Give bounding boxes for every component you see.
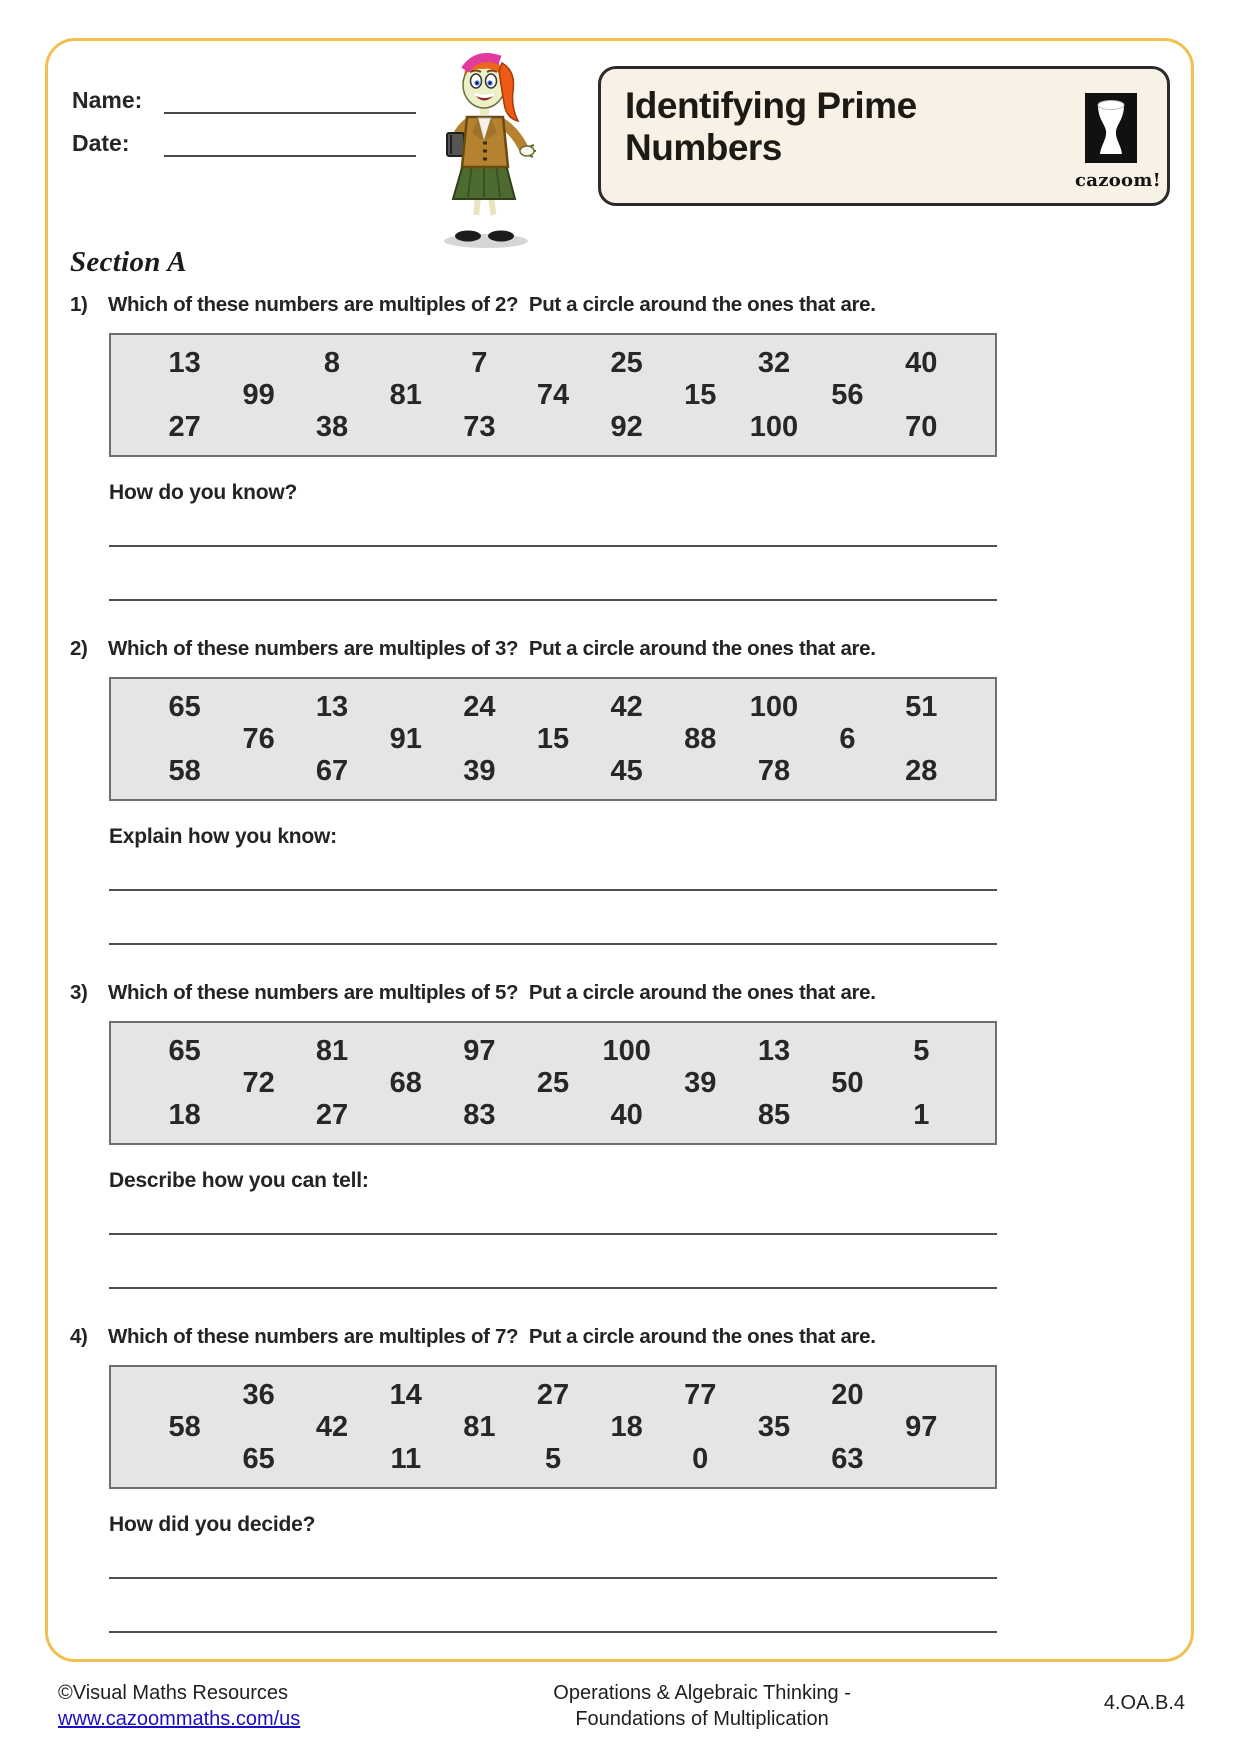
cazoom-logo-text: cazoom! — [1075, 170, 1161, 191]
number-cell[interactable]: 50 — [831, 1066, 864, 1099]
number-cell[interactable]: 58 — [168, 754, 201, 787]
student-girl-svg — [420, 45, 550, 253]
title-line-1: Identifying Prime — [625, 85, 917, 126]
number-cell[interactable]: 39 — [684, 1066, 717, 1099]
question-number: 2) — [70, 637, 88, 660]
title-box — [598, 66, 1170, 206]
page-footer — [0, 1680, 1241, 1732]
number-cell[interactable]: 51 — [905, 690, 938, 723]
worksheet-content — [70, 246, 1020, 1633]
name-field-row — [72, 87, 416, 114]
questions-container — [70, 293, 1020, 1633]
number-cell[interactable]: 8 — [323, 346, 341, 379]
number-row — [111, 1380, 995, 1410]
number-box — [109, 333, 997, 457]
title-line-2: Numbers — [625, 126, 782, 168]
number-cell[interactable]: 39 — [463, 754, 496, 787]
number-cell[interactable]: 77 — [684, 1378, 717, 1411]
number-box — [109, 1365, 997, 1489]
number-cell[interactable]: 24 — [463, 690, 496, 723]
question-block — [70, 981, 1020, 1289]
name-input-line[interactable] — [164, 88, 416, 114]
number-cell[interactable]: 14 — [389, 1378, 422, 1411]
question-line — [70, 1325, 1020, 1349]
number-cell[interactable]: 15 — [684, 378, 717, 411]
number-cell[interactable]: 1 — [913, 1098, 930, 1131]
number-cell[interactable]: 81 — [389, 378, 422, 411]
topic-line-2: Foundations of Multiplication — [575, 1708, 829, 1730]
number-cell[interactable]: 73 — [463, 410, 496, 443]
number-row — [111, 1100, 995, 1130]
number-cell[interactable]: 7 — [471, 346, 488, 379]
number-cell[interactable]: 27 — [168, 410, 201, 443]
number-cell[interactable]: 65 — [242, 1442, 275, 1475]
number-cell[interactable]: 74 — [536, 378, 570, 411]
number-cell[interactable]: 76 — [242, 722, 275, 755]
date-label: Date: — [72, 130, 130, 156]
name-date-block — [72, 87, 416, 173]
hourglass-icon — [1085, 93, 1137, 163]
number-cell[interactable]: 25 — [536, 1066, 570, 1099]
worksheet-title — [625, 85, 917, 193]
number-cell[interactable]: 78 — [757, 754, 791, 787]
question-block — [70, 1325, 1020, 1633]
answer-line[interactable] — [109, 599, 997, 601]
question-text: Which of these numbers are multiples of 7? Put a circle around the ones that are. — [108, 1325, 876, 1348]
page-border-frame — [45, 38, 1194, 1662]
number-box — [109, 1021, 997, 1145]
number-row — [111, 1036, 995, 1066]
number-row — [111, 348, 995, 378]
number-row — [111, 756, 995, 786]
number-cell[interactable]: 0 — [692, 1442, 709, 1475]
number-cell[interactable]: 42 — [610, 690, 643, 723]
number-cell[interactable]: 91 — [389, 722, 422, 755]
copyright-text: ©Visual Maths Resources — [58, 1682, 289, 1704]
answer-line[interactable] — [109, 1631, 997, 1633]
number-cell[interactable]: 18 — [610, 1410, 643, 1443]
question-text: Which of these numbers are multiples of 2? Put a circle around the ones that are. — [108, 293, 876, 316]
number-cell[interactable]: 72 — [242, 1066, 275, 1099]
footer-topic — [553, 1680, 851, 1732]
answer-line[interactable] — [109, 1233, 997, 1235]
number-cell[interactable]: 92 — [610, 410, 643, 443]
number-cell[interactable]: 27 — [536, 1378, 570, 1411]
number-cell[interactable]: 11 — [390, 1442, 422, 1475]
answer-line[interactable] — [109, 943, 997, 945]
number-cell[interactable]: 32 — [757, 346, 791, 379]
number-cell[interactable]: 83 — [463, 1098, 496, 1131]
number-cell[interactable]: 67 — [315, 754, 349, 787]
number-cell[interactable]: 45 — [610, 754, 643, 787]
number-cell[interactable]: 58 — [168, 1410, 201, 1443]
question-line — [70, 293, 1020, 317]
cazoom-logo — [1075, 85, 1161, 193]
number-cell[interactable]: 65 — [168, 690, 201, 723]
number-cell[interactable]: 97 — [463, 1034, 496, 1067]
question-prompt: How did you decide? — [109, 1513, 316, 1536]
name-label: Name: — [72, 87, 143, 113]
number-box — [109, 677, 997, 801]
question-prompt: Describe how you can tell: — [109, 1169, 369, 1192]
number-cell[interactable]: 81 — [315, 1034, 349, 1067]
number-cell[interactable]: 68 — [389, 1066, 422, 1099]
number-cell[interactable]: 5 — [913, 1034, 930, 1067]
number-row — [111, 412, 995, 442]
number-cell[interactable]: 56 — [831, 378, 864, 411]
number-row — [111, 1444, 995, 1474]
number-cell[interactable]: 38 — [315, 410, 349, 443]
number-row — [111, 692, 995, 722]
number-cell[interactable]: 100 — [602, 1034, 651, 1067]
question-text: Which of these numbers are multiples of 3? Put a circle around the ones that are. — [108, 637, 876, 660]
number-cell[interactable]: 100 — [749, 410, 799, 443]
number-cell[interactable]: 63 — [831, 1442, 864, 1475]
question-block — [70, 293, 1020, 601]
answer-line[interactable] — [109, 545, 997, 547]
date-input-line[interactable] — [164, 131, 416, 157]
number-cell[interactable]: 13 — [315, 690, 349, 723]
number-row — [111, 724, 995, 754]
number-row — [111, 1068, 995, 1098]
question-prompt: How do you know? — [109, 481, 298, 504]
number-cell[interactable]: 27 — [315, 1098, 349, 1131]
website-link[interactable]: www.cazoommaths.com/us — [58, 1708, 301, 1730]
standard-code: 4.OA.B.4 — [1103, 1692, 1185, 1714]
number-cell[interactable]: 40 — [610, 1098, 643, 1131]
number-cell[interactable]: 99 — [242, 378, 275, 411]
date-field-row — [72, 130, 416, 157]
number-cell[interactable]: 35 — [757, 1410, 791, 1443]
number-cell[interactable]: 13 — [168, 346, 201, 379]
number-cell[interactable]: 81 — [463, 1410, 496, 1443]
section-heading: Section A — [70, 246, 187, 278]
number-cell[interactable]: 65 — [168, 1034, 201, 1067]
question-line — [70, 981, 1020, 1005]
question-line — [70, 637, 1020, 661]
question-number: 4) — [70, 1325, 88, 1348]
number-row — [111, 1412, 995, 1442]
answer-line[interactable] — [109, 1577, 997, 1579]
number-cell[interactable]: 28 — [905, 754, 938, 787]
number-cell[interactable]: 18 — [168, 1098, 201, 1131]
number-cell[interactable]: 13 — [757, 1034, 791, 1067]
number-row — [111, 380, 995, 410]
number-cell[interactable]: 42 — [315, 1410, 349, 1443]
question-prompt: Explain how you know: — [109, 825, 337, 848]
question-number: 1) — [70, 293, 88, 316]
question-block — [70, 637, 1020, 945]
answer-line[interactable] — [109, 889, 997, 891]
footer-left — [58, 1680, 300, 1732]
answer-line[interactable] — [109, 1287, 997, 1289]
question-text: Which of these numbers are multiples of 5? Put a circle around the ones that are. — [108, 981, 876, 1004]
number-cell[interactable]: 97 — [905, 1410, 938, 1443]
number-cell[interactable]: 85 — [757, 1098, 791, 1131]
student-girl-illustration — [420, 45, 550, 253]
number-cell[interactable]: 40 — [905, 346, 938, 379]
number-cell[interactable]: 70 — [905, 410, 938, 443]
question-number: 3) — [70, 981, 88, 1004]
number-cell[interactable]: 88 — [684, 722, 717, 755]
number-cell[interactable]: 20 — [831, 1378, 864, 1411]
number-cell[interactable]: 5 — [544, 1442, 562, 1475]
number-cell[interactable]: 6 — [839, 722, 856, 755]
number-cell[interactable]: 36 — [242, 1378, 275, 1411]
topic-line-1: Operations & Algebraic Thinking - — [553, 1682, 851, 1704]
number-cell[interactable]: 15 — [536, 722, 570, 755]
number-cell[interactable]: 25 — [610, 346, 643, 379]
number-cell[interactable]: 100 — [749, 690, 799, 723]
